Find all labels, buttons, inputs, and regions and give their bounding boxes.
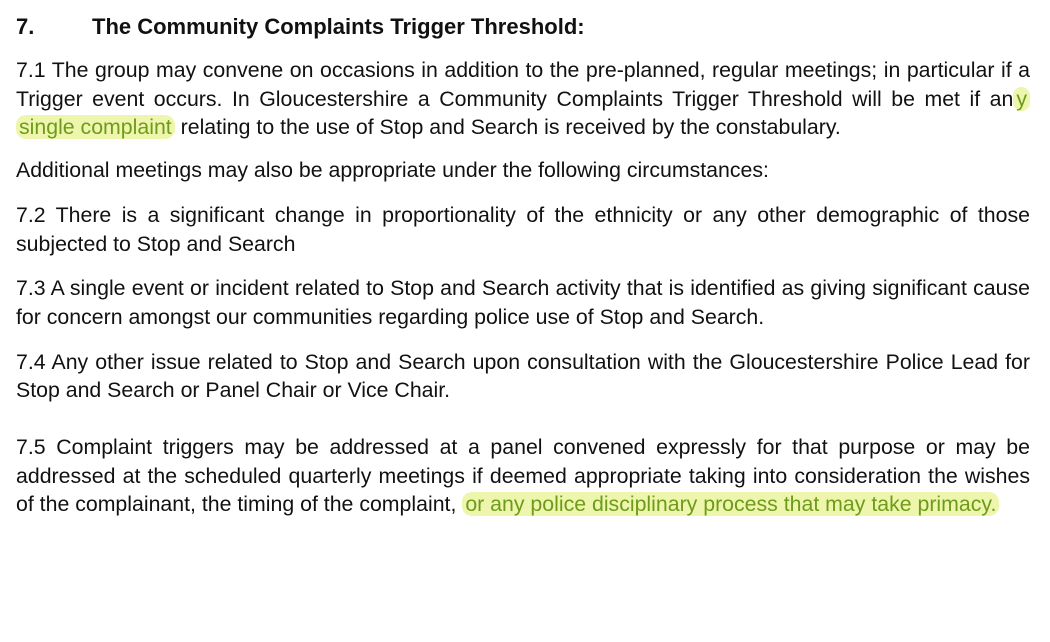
paragraph-7-5: [16, 433, 1030, 519]
section-title: The Community Complaints Trigger Threshold:: [92, 14, 585, 39]
document-page: [16, 12, 1030, 519]
paragraph-7-2: 7.2 There is a significant change in proportionality of the ethnicity or any other demographic of those subjected to Stop and Search: [16, 202, 1030, 256]
paragraph-7-5-text: 7.5 Complaint triggers may be addressed at a panel convened expressly for that purpose or may be addressed at the scheduled quarterly meetings if deemed appropriate taking into consideration the wishes of the complainant, the timing of the complaint,: [16, 435, 1030, 517]
paragraph-additional-meetings: Additional meetings may also be appropriate under the following circumstances:: [16, 158, 769, 183]
section-number: 7.: [16, 14, 35, 39]
paragraph-7-1-text-end: relating to the use of Stop and Search is received by the constabulary.: [174, 115, 841, 140]
highlight-disciplinary-process: or any police disciplinary process that may take primacy.: [462, 492, 999, 516]
section-heading: [16, 12, 1030, 42]
paragraph-7-4: 7.4 Any other issue related to Stop and Search upon consultation with the Gloucestershire Police Lead for Stop and Search or Panel Chair or Vice Chair.: [16, 349, 1030, 403]
highlight-single-complaint: y single complaint: [16, 87, 1030, 140]
paragraph-7-1-text: 7.1 The group may convene on occasions in addition to the pre-planned, regular meetings; in particular if a Trigger event occurs. In Gloucestershire a Community Complaints Trigger Threshold will be met if an: [16, 58, 1030, 111]
paragraph-7-3: 7.3 A single event or incident related to Stop and Search activity that is identified as giving significant cause for concern amongst our communities regarding police use of Stop and Search.: [16, 276, 1030, 329]
paragraph-7-1: [16, 56, 1030, 142]
